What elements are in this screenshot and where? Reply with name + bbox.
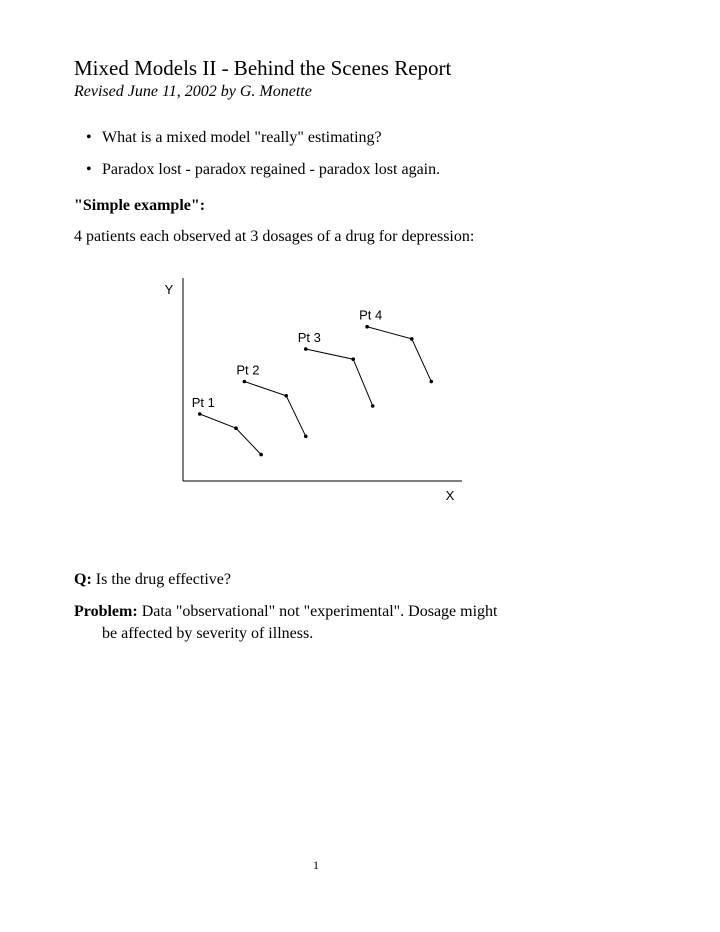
series-line-pt-1 bbox=[200, 414, 261, 455]
data-point-pt-3-1 bbox=[304, 347, 308, 351]
document-subtitle: Revised June 11, 2002 by G. Monette bbox=[74, 83, 312, 100]
series-line-pt-2 bbox=[244, 382, 305, 437]
intro-text: 4 patients each observed at 3 dosages of a drug for depression: bbox=[74, 228, 475, 245]
problem-text-line1: Data "observational" not "experimental". Dosage might bbox=[141, 603, 498, 620]
problem-paragraph bbox=[74, 601, 594, 645]
problem-text-line2: be affected by severity of illness. bbox=[102, 625, 314, 642]
page-number: 1 bbox=[313, 858, 319, 872]
document-title: Mixed Models II - Behind the Scenes Report bbox=[74, 56, 452, 80]
series-label-pt-2: Pt 2 bbox=[236, 362, 260, 378]
problem-label: Problem: bbox=[74, 603, 138, 620]
data-point-pt-1-2 bbox=[234, 426, 238, 430]
data-point-pt-2-1 bbox=[243, 380, 247, 384]
bullet-dot-icon: • bbox=[86, 161, 92, 178]
bullet-dot-icon: • bbox=[86, 129, 92, 146]
x-axis-label: X bbox=[445, 488, 455, 503]
question-line bbox=[74, 571, 231, 589]
y-axis-label: Y bbox=[164, 282, 174, 297]
series-layer bbox=[192, 308, 433, 457]
series-line-pt-4 bbox=[367, 327, 431, 382]
section-heading: "Simple example": bbox=[74, 197, 206, 214]
data-point-pt-2-3 bbox=[304, 435, 308, 439]
data-point-pt-4-2 bbox=[410, 337, 414, 341]
series-label-pt-4: Pt 4 bbox=[359, 307, 383, 323]
question-label: Q: bbox=[74, 571, 92, 588]
data-point-pt-1-3 bbox=[259, 453, 263, 457]
bullet-text: What is a mixed model "really" estimating? bbox=[102, 129, 382, 146]
data-point-pt-3-2 bbox=[351, 357, 355, 361]
data-point-pt-3-3 bbox=[371, 404, 375, 408]
bullet-text: Paradox lost - paradox regained - paradox lost again. bbox=[102, 161, 441, 178]
question-text: Is the drug effective? bbox=[95, 571, 231, 588]
series-label-pt-3: Pt 3 bbox=[297, 330, 321, 346]
series-label-pt-1: Pt 1 bbox=[191, 395, 215, 411]
data-point-pt-4-3 bbox=[430, 380, 434, 384]
series-line-pt-3 bbox=[306, 349, 373, 406]
data-point-pt-2-2 bbox=[284, 394, 288, 398]
data-point-pt-1-1 bbox=[198, 412, 202, 416]
data-point-pt-4-1 bbox=[365, 325, 369, 329]
